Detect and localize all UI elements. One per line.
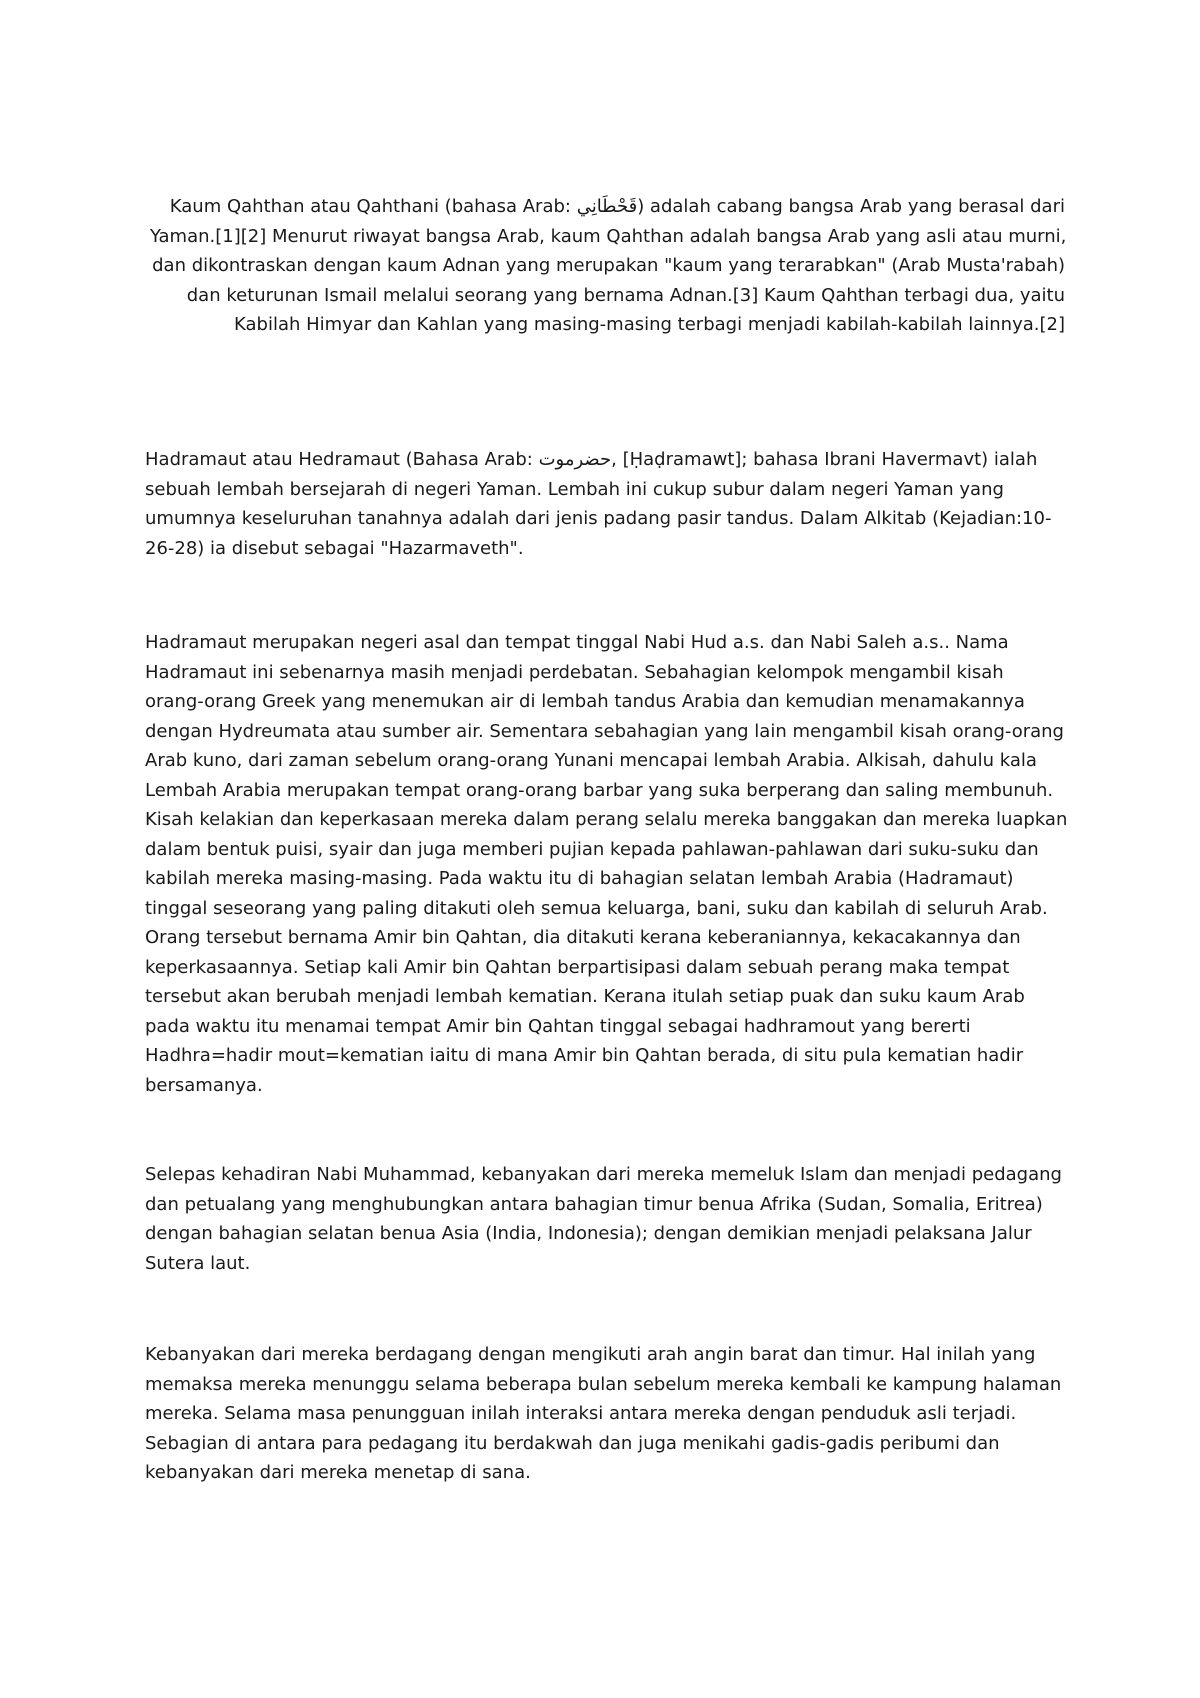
paragraph-islam-trade <box>145 1160 1062 1278</box>
paragraph-hadramaut-intro <box>145 445 1051 563</box>
text-line: dan keturunan Ismail melalui seorang yang bernama Adnan.[3] Kaum Qahthan terbagi dua, yaitu <box>186 284 1065 306</box>
text-line: dengan bahagian selatan benua Asia (India, Indonesia); dengan demikian menjadi pelaksana Jalur <box>145 1223 1032 1244</box>
text-line: memaksa mereka menunggu selama beberapa bulan sebelum mereka kembali ke kampung halaman <box>145 1373 1062 1395</box>
text-line: kabilah mereka masing-masing. Pada waktu itu di bahagian selatan lembah Arabia (Hadramaut) <box>145 868 1014 889</box>
text-line: keperkasaannya. Setiap kali Amir bin Qahtan berpartisipasi dalam sebuah perang maka tempat <box>145 956 1010 978</box>
text-line: kebanyakan dari mereka menetap di sana. <box>145 1462 531 1483</box>
text-line: 26-28) ia disebut sebagai "Hazarmaveth". <box>145 537 524 559</box>
text-line: Sutera laut. <box>145 1252 251 1274</box>
text-line: Orang tersebut bernama Amir bin Qahtan, dia ditakuti kerana keberaniannya, kekacakannya dan <box>145 927 1021 948</box>
text-line: sebuah lembah bersejarah di negeri Yaman. Lembah ini cukup subur dalam negeri Yaman yang <box>145 478 1004 500</box>
text-line: dalam bentuk puisi, syair dan juga memberi pujian kepada pahlawan-pahlawan dari suku-suku dan <box>145 838 1039 860</box>
text-line: Yaman.[1][2] Menurut riwayat bangsa Arab, kaum Qahthan adalah bangsa Arab yang asli atau murni, <box>150 225 1067 247</box>
text-line: Sebagian di antara para pedagang itu berdakwah dan juga menikahi gadis-gadis peribumi dan <box>145 1432 1000 1454</box>
text-line: tersebut akan berubah menjadi lembah kematian. Kerana itulah setiap puak dan suku kaum Arab <box>145 986 1025 1007</box>
text-line: mereka. Selama masa penungguan inilah interaksi antara mereka dengan penduduk asli terjadi. <box>145 1403 1017 1424</box>
paragraph-qahthan <box>150 192 1065 340</box>
text-line: Kebanyakan dari mereka berdagang dengan mengikuti arah angin barat dan timur. Hal inilah yang <box>145 1344 1036 1365</box>
text-line: pada waktu itu menamai tempat Amir bin Qahtan tinggal sebagai hadhramout yang bererti <box>145 1015 971 1037</box>
text-line: bersamanya. <box>145 1074 263 1096</box>
text-line: dan dikontraskan dengan kaum Adnan yang merupakan "kaum yang terarabkan" (Arab Musta'rabah) <box>152 255 1065 276</box>
text-line: umumnya keseluruhan tanahnya adalah dari jenis padang pasir tandus. Dalam Alkitab (Kejadian:10- <box>145 508 1052 529</box>
text-line: Arab kuno, dari zaman sebelum orang-orang Yunani mencapai lembah Arabia. Alkisah, dahulu kala <box>145 750 1037 771</box>
text-line: Kaum Qahthan atau Qahthani (bahasa Arab: قَحْطَانِي) adalah cabang bangsa Arab yang berasal dari <box>169 196 1065 217</box>
text-line: Hadramaut atau Hedramaut (Bahasa Arab: حضرموت, [Ḥaḍramawt]; bahasa Ibrani Havermavt) ialah <box>145 449 1038 470</box>
text-line: orang-orang Greek yang menemukan air di lembah tandus Arabia dan kemudian menamakannya <box>145 691 1025 712</box>
paragraph-merchants <box>145 1340 1061 1488</box>
paragraph-hadramaut-history <box>145 628 1067 1100</box>
text-line: Hadhra=hadir mout=kematian iaitu di mana Amir bin Qahtan berada, di situ pula kematian hadir <box>145 1045 1024 1066</box>
text-line: dengan Hydreumata atau sumber air. Sementara sebahagian yang lain mengambil kisah orang-orang <box>145 720 1064 742</box>
text-line: Hadramaut ini sebenarnya masih menjadi perdebatan. Sebahagian kelompok mengambil kisah <box>145 661 1004 683</box>
text-line: Hadramaut merupakan negeri asal dan tempat tinggal Nabi Hud a.s. dan Nabi Saleh a.s.. Nama <box>145 632 1009 653</box>
text-line: Kisah kelakian dan keperkasaan mereka dalam perang selalu mereka banggakan dan mereka luapkan <box>145 809 1068 830</box>
text-line: tinggal seseorang yang paling ditakuti oleh semua keluarga, bani, suku dan kabilah di seluruh Arab. <box>145 897 1048 919</box>
text-line: Selepas kehadiran Nabi Muhammad, kebanyakan dari mereka memeluk Islam dan menjadi pedagang <box>145 1164 1062 1185</box>
text-line: Kabilah Himyar dan Kahlan yang masing-masing terbagi menjadi kabilah-kabilah lainnya.[2] <box>234 314 1065 335</box>
text-line: dan petualang yang menghubungkan antara bahagian timur benua Afrika (Sudan, Somalia, Eritrea) <box>145 1193 1043 1215</box>
text-line: Lembah Arabia merupakan tempat orang-orang barbar yang suka berperang dan saling membunuh. <box>145 779 1054 801</box>
